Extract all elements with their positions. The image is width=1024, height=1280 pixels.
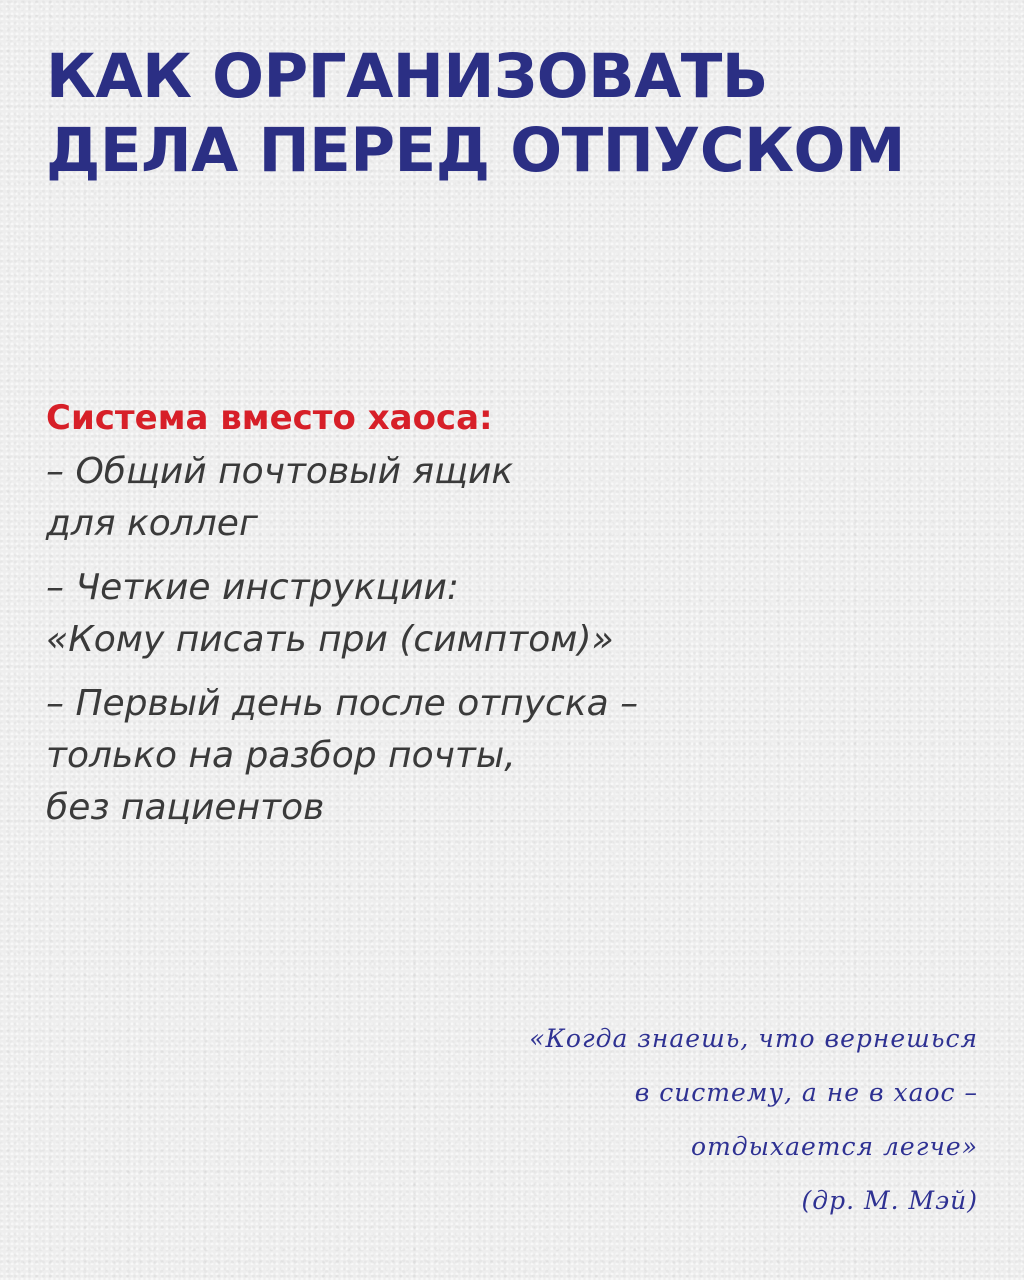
list-item-line: – Четкие инструкции: bbox=[46, 567, 459, 608]
list-item-line: – Общий почтовый ящик bbox=[46, 451, 514, 492]
quote-line: в систему, а не в хаос – bbox=[634, 1078, 978, 1107]
page-title bbox=[46, 40, 905, 188]
handwritten-quote bbox=[529, 1012, 978, 1228]
list-item-line: – Первый день после отпуска – bbox=[46, 683, 639, 724]
list-item-line: для коллег bbox=[46, 503, 258, 544]
list-item-line: только на разбор почты, bbox=[46, 735, 516, 776]
list-item bbox=[46, 446, 806, 550]
list-item-line: без пациентов bbox=[46, 787, 325, 828]
list-item bbox=[46, 562, 806, 666]
list-item-line: «Кому писать при (симптом)» bbox=[46, 619, 614, 660]
quote-line: «Когда знаешь, что вернешься bbox=[529, 1024, 978, 1053]
quote-attribution: (др. М. Мэй) bbox=[801, 1186, 978, 1215]
tips-section bbox=[46, 390, 806, 846]
list-item bbox=[46, 678, 806, 834]
title-line-2: ДЕЛА ПЕРЕД ОТПУСКОМ bbox=[46, 115, 906, 186]
quote-line: отдыхается легче» bbox=[691, 1132, 978, 1161]
title-line-1: КАК ОРГАНИЗОВАТЬ bbox=[46, 41, 768, 112]
section-heading: Система вместо хаоса: bbox=[46, 398, 493, 438]
